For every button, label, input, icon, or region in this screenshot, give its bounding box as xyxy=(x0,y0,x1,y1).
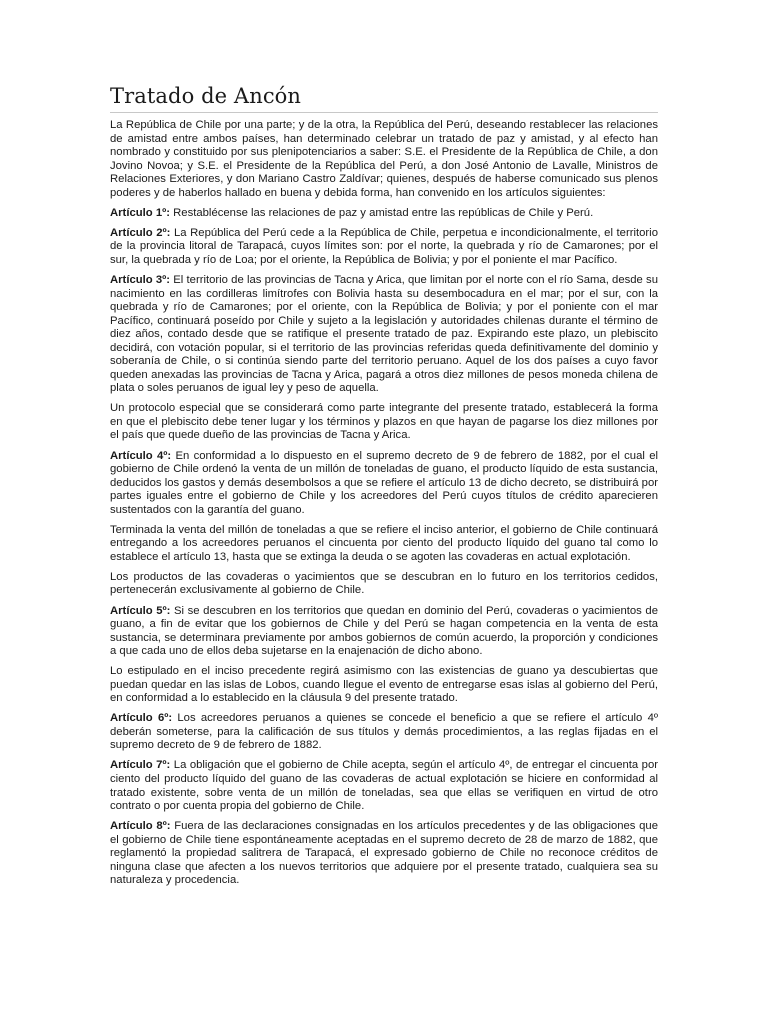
document-body xyxy=(110,119,658,888)
article-4-paragraph xyxy=(110,450,658,518)
article-1-label: Artículo 1º: xyxy=(110,206,170,219)
document-title: Tratado de Ancón xyxy=(110,84,658,113)
article-4-continuation-paragraph xyxy=(110,571,658,598)
article-4-continuation-paragraph xyxy=(110,524,658,565)
article-3-paragraph xyxy=(110,274,658,396)
article-7-label: Artículo 7º: xyxy=(110,759,171,772)
article-2-label: Artículo 2º: xyxy=(110,226,171,239)
paragraph-text: Un protocolo especial que se considerará como parte integrante del presente tratado, establecerá la forma en que el plebiscito debe tener lugar y los términos y plazos en que hayan de pagarse los diez millones por el país que quede dueño de las provincias de Tacna y Arica. xyxy=(110,402,658,442)
article-6-paragraph xyxy=(110,712,658,753)
article-4-label: Artículo 4º: xyxy=(110,449,172,462)
article-6-text: Los acreedores peruanos a quienes se concede el beneficio a que se refiere el artículo 4º deberán someterse, para la calificación de sus títulos y demás procedimientos, a las reglas fijadas en el supremo decreto de 9 de febrero de 1882. xyxy=(110,712,658,752)
article-8-paragraph xyxy=(110,820,658,888)
article-8-label: Artículo 8º: xyxy=(110,820,171,833)
article-5-continuation-paragraph xyxy=(110,665,658,706)
document-page xyxy=(110,84,658,894)
article-3-continuation-paragraph xyxy=(110,402,658,443)
article-7-text: La obligación que el gobierno de Chile acepta, según el artículo 4º, de entregar el cincuenta por ciento del producto líquido del guano de las covaderas de actual explotación se hiciere en conformidad al tratado existente, sobre venta de un millón de toneladas, sea que ellas se verifiquen en virtud de otro contrato o por cuenta propia del gobierno de Chile. xyxy=(110,759,658,813)
paragraph-text: Los productos de las covaderas o yacimientos que se descubran en lo futuro en los territorios cedidos, pertenecerán exclusivamente al gobierno de Chile. xyxy=(110,570,658,597)
article-4-text: En conformidad a lo dispuesto en el supremo decreto de 9 de febrero de 1882, por el cual el gobierno de Chile ordenó la venta de un millón de toneladas de guano, el producto líquido de esta sustancia, deducidos los gastos y demás desembolsos a que se refiere el artículo 13 de dicho decreto, se distribuirá por partes iguales entre el gobierno de Chile y los acreedores del Perú cuyos títulos de crédito aparecieren sustentados con la garantía del guano. xyxy=(110,449,658,516)
article-1-paragraph xyxy=(110,207,658,221)
article-2-paragraph xyxy=(110,227,658,268)
article-7-paragraph xyxy=(110,759,658,813)
article-3-text: El territorio de las provincias de Tacna y Arica, que limitan por el norte con el río Sama, desde su nacimiento en las cordilleras limítrofes con Bolivia hasta su desembocadura en el mar; por el sur, con la quebrada y río de Camarones; por el oriente, con la República de Bolivia; y por el poniente con el mar Pacífico, continuará poseído por Chile y sujeto a la legislación y autoridades chilenas durante el término de diez años, contado desde que se ratifique el presente tratado de paz. Expirando este plazo, un plebiscito decidirá, con votación popular, si el territorio de las provincias referidas queda definitivamente del dominio y soberanía de Chile, o si continúa siendo parte del territorio peruano. Aquel de los dos países a cuyo favor queden anexadas las provincias de Tacna y Arica, pagará a otros diez millones de pesos moneda chilena de plata o soles peruanos de igual ley y peso de aquella. xyxy=(110,273,658,395)
paragraph-text: Terminada la venta del millón de toneladas a que se refiere el inciso anterior, el gobierno de Chile continuará entregando a los acreedores peruanos el cincuenta por ciento del producto líquido del guano tal como lo establece el artículo 13, hasta que se extinga la deuda o se agoten las covaderas en actual explotación. xyxy=(110,523,658,563)
article-5-text: Si se descubren en los territorios que quedan en dominio del Perú, covaderas o yacimientos de guano, a fin de evitar que los gobiernos de Chile y del Perú se hagan competencia en la venta de esta sustancia, se determinara previamente por ambos gobiernos de común acuerdo, la proporción y condiciones a que cada uno de ellos deba sujetarse en la enajenación de dicho abono. xyxy=(110,604,658,658)
article-8-text: Fuera de las declaraciones consignadas en los artículos precedentes y de las obligaciones que el gobierno de Chile tiene espontáneamente aceptadas en el supremo decreto de 28 de marzo de 1882, que reglamentó la propiedad salitrera de Tarapacá, el expresado gobierno de Chile no reconoce créditos de ninguna clase que afecten a los nuevos territorios que adquiere por el presente tratado, cualquiera sea su naturaleza y procedencia. xyxy=(110,820,658,887)
article-5-paragraph xyxy=(110,605,658,659)
paragraph-text: La República de Chile por una parte; y de la otra, la República del Perú, deseando restablecer las relaciones de amistad entre ambos países, han determinado celebrar un tratado de paz y amistad, y al efecto han nombrado y constituido por sus plenipotenciarios a saber: S.E. el Presidente de la República de Chile, a don Jovino Novoa; y S.E. el Presidente de la República del Perú, a don José Antonio de Lavalle, Ministros de Relaciones Exteriores, y don Mariano Castro Zaldívar; quienes, después de haberse comunicado sus plenos poderes y de haberlos hallado en buena y debida forma, han convenido en los artículos siguientes: xyxy=(110,119,658,199)
article-6-label: Artículo 6º: xyxy=(110,712,173,725)
article-1-text: Restablécense las relaciones de paz y amistad entre las repúblicas de Chile y Perú. xyxy=(170,206,594,219)
article-3-label: Artículo 3º: xyxy=(110,273,171,286)
article-2-text: La República del Perú cede a la República de Chile, perpetua e incondicionalmente, el territorio de la provincia litoral de Tarapacá, cuyos límites son: por el norte, la quebrada y río de Camarones; por el sur, la quebrada y río de Loa; por el oriente, la República de Bolivia; y por el poniente el mar Pacífico. xyxy=(110,226,658,266)
preamble-paragraph xyxy=(110,119,658,200)
paragraph-text: Lo estipulado en el inciso precedente regirá asimismo con las existencias de guano ya descubiertas que puedan quedar en las islas de Lobos, cuando llegue el evento de entregarse esas islas al gobierno del Perú, en conformidad a lo establecido en la cláusula 9 del presente tratado. xyxy=(110,665,658,705)
article-5-label: Artículo 5º: xyxy=(110,604,171,617)
